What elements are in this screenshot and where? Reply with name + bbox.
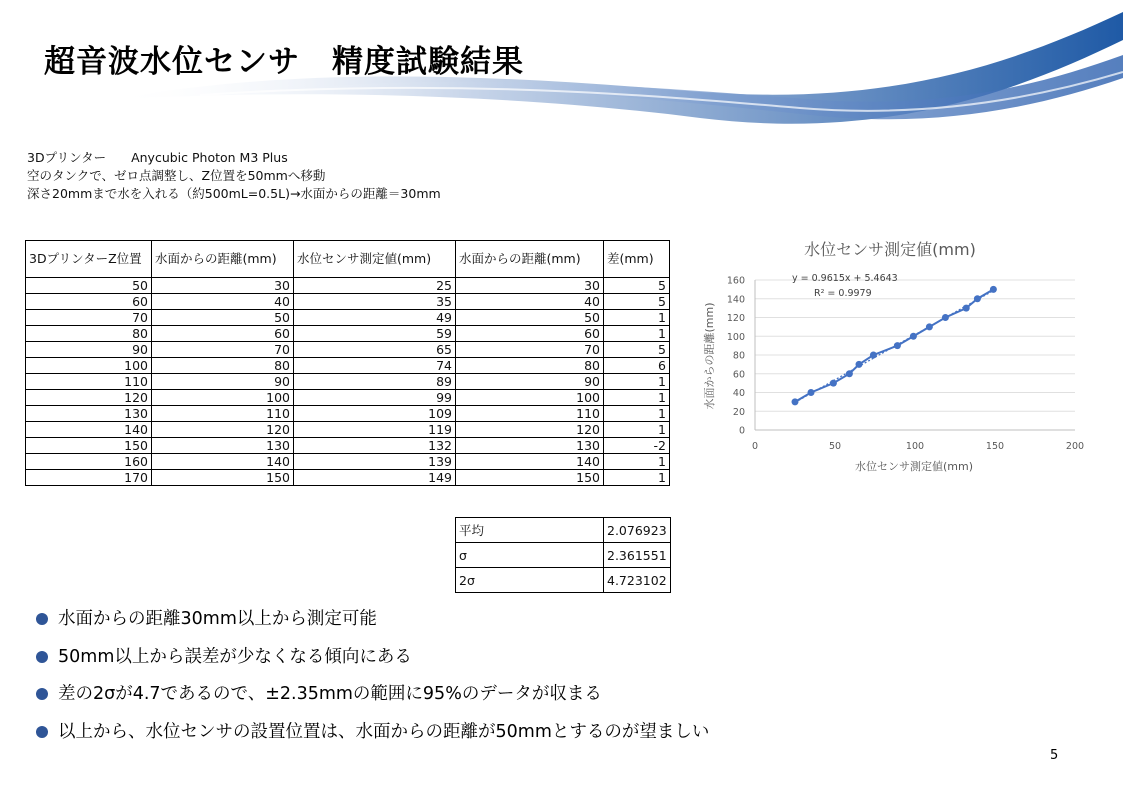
y-tick-label: 120 [726, 313, 745, 324]
table-cell: 60 [456, 326, 604, 342]
table-cell: 120 [26, 390, 152, 406]
table-cell: 90 [152, 374, 294, 390]
table-cell: 1 [604, 390, 670, 406]
table-cell: 74 [294, 358, 456, 374]
y-axis-title: 水面からの距離(mm) [703, 302, 716, 410]
setup-line: 3Dプリンター Anycubic Photon M3 Plus [27, 150, 288, 165]
bullet-dot-icon [36, 688, 48, 700]
data-point [942, 314, 949, 321]
x-tick-label: 100 [905, 441, 925, 452]
y-tick-label: 20 [732, 406, 745, 418]
table-cell: 70 [152, 342, 294, 358]
table-cell: 60 [26, 294, 152, 310]
stat-label: σ [456, 543, 604, 568]
table-cell: 50 [26, 278, 152, 294]
table-cell: 119 [294, 422, 456, 438]
stat-row-sigma [456, 543, 671, 568]
table-cell: 35 [294, 294, 456, 310]
table-header-row [26, 241, 670, 278]
slide-title: 超音波水位センサ 精度試験結果 [44, 44, 524, 80]
x-tick-label: 200 [1065, 441, 1085, 452]
table-cell: 110 [152, 406, 294, 422]
table-row [26, 374, 670, 390]
table-cell: 5 [604, 294, 670, 310]
page-number: 5 [1050, 748, 1059, 763]
bullet-dot-icon [36, 613, 48, 625]
table-cell: 49 [294, 310, 456, 326]
table-cell: 132 [294, 438, 456, 454]
table-row [26, 438, 670, 454]
table-cell: 99 [294, 390, 456, 406]
table-row [26, 422, 670, 438]
table-cell: 1 [604, 310, 670, 326]
table-row [26, 294, 670, 310]
trendline-r2: R² = 0.9979 [814, 288, 872, 299]
measurement-table [25, 240, 670, 486]
data-point [910, 333, 917, 340]
table-cell: 50 [456, 310, 604, 326]
conclusion-text: 50mm以上から誤差が少なくなる傾向にある [58, 646, 412, 667]
data-point [792, 398, 799, 405]
table-cell: 150 [26, 438, 152, 454]
data-point [856, 361, 863, 368]
table-cell: 100 [26, 358, 152, 374]
table-cell: 139 [294, 454, 456, 470]
table-cell: 150 [456, 470, 604, 486]
stat-value: 4.723102 [604, 568, 671, 593]
table-cell: 90 [26, 342, 152, 358]
scatter-chart [690, 230, 1090, 490]
data-point [894, 342, 901, 349]
x-tick-label: 150 [985, 441, 1005, 452]
table-cell: 100 [456, 390, 604, 406]
column-header: 差(mm) [604, 241, 670, 278]
stat-row-2sigma [456, 568, 671, 593]
data-point [963, 305, 970, 312]
column-header: 水面からの距離(mm) [152, 241, 294, 278]
table-cell: 40 [456, 294, 604, 310]
table-cell: 140 [26, 422, 152, 438]
data-point [830, 380, 837, 387]
conclusion-text: 差の2σが4.7であるので、±2.35mmの範囲に95%のデータが収まる [58, 684, 602, 704]
table-cell: 1 [604, 374, 670, 390]
data-point [808, 389, 815, 396]
conclusion-text: 以上から、水位センサの設置位置は、水面からの距離が50mmとするのが望ましい [58, 721, 710, 742]
table-cell: 70 [456, 342, 604, 358]
table-cell: 5 [604, 342, 670, 358]
setup-line: 空のタンクで、ゼロ点調整し、Z位置を50mmへ移動 [27, 168, 326, 183]
table-row [26, 454, 670, 470]
table-cell: 1 [604, 470, 670, 486]
table-row [26, 278, 670, 294]
table-row [26, 342, 670, 358]
stat-value: 2.361551 [604, 543, 671, 568]
stat-row-mean [456, 518, 671, 543]
table-cell: 130 [152, 438, 294, 454]
table-row [26, 358, 670, 374]
table-cell: 140 [152, 454, 294, 470]
data-point [990, 286, 997, 293]
y-tick-label: 160 [726, 275, 745, 287]
setup-line: 深さ20mmまで水を入れる（約500mL=0.5L)→水面からの距離＝30mm [27, 186, 441, 201]
table-cell: 50 [152, 310, 294, 326]
data-point [870, 352, 877, 359]
conclusion-item [36, 644, 709, 682]
table-cell: 160 [26, 454, 152, 470]
table-cell: 60 [152, 326, 294, 342]
y-tick-label: 0 [738, 425, 745, 437]
table-cell: 109 [294, 406, 456, 422]
data-point [846, 370, 853, 377]
stat-value: 2.076923 [604, 518, 671, 543]
conclusion-list [36, 606, 709, 756]
table-cell: 130 [26, 406, 152, 422]
table-cell: 80 [26, 326, 152, 342]
table-cell: 30 [152, 278, 294, 294]
table-cell: 1 [604, 326, 670, 342]
column-header: 水面からの距離(mm) [456, 241, 604, 278]
table-cell: 130 [456, 438, 604, 454]
conclusion-text: 水面からの距離30mm以上から測定可能 [58, 609, 377, 629]
table-cell: 1 [604, 422, 670, 438]
test-setup-description [27, 149, 467, 203]
table-row [26, 470, 670, 486]
trendline-equation: y = 0.9615x + 5.4643 [792, 273, 898, 284]
conclusion-item [36, 606, 709, 644]
table-cell: 110 [456, 406, 604, 422]
table-cell: 25 [294, 278, 456, 294]
table-cell: 1 [604, 406, 670, 422]
y-tick-label: 40 [732, 388, 745, 399]
bullet-dot-icon [36, 651, 48, 663]
table-cell: 120 [456, 422, 604, 438]
table-cell: 170 [26, 470, 152, 486]
bullet-dot-icon [36, 726, 48, 738]
column-header: 水位センサ測定値(mm) [294, 241, 456, 278]
statistics-table [455, 517, 671, 593]
x-tick-label: 50 [828, 441, 842, 452]
table-cell: 59 [294, 326, 456, 342]
y-tick-label: 80 [732, 350, 745, 362]
table-cell: 80 [152, 358, 294, 374]
x-tick-label: 0 [751, 441, 759, 452]
table-row [26, 406, 670, 422]
table-cell: 40 [152, 294, 294, 310]
table-cell: 80 [456, 358, 604, 374]
table-row [26, 390, 670, 406]
table-cell: 110 [26, 374, 152, 390]
table-cell: 120 [152, 422, 294, 438]
conclusion-item [36, 681, 709, 719]
table-cell: 5 [604, 278, 670, 294]
table-cell: 90 [456, 374, 604, 390]
table-cell: 30 [456, 278, 604, 294]
x-axis-title: 水位センサ測定値(mm) [854, 460, 974, 473]
y-tick-label: 60 [732, 369, 745, 381]
table-cell: 65 [294, 342, 456, 358]
y-tick-label: 140 [726, 294, 745, 306]
data-point [974, 295, 981, 302]
table-cell: 150 [152, 470, 294, 486]
stat-label: 2σ [456, 568, 604, 593]
table-row [26, 326, 670, 342]
table-cell: 70 [26, 310, 152, 326]
table-cell: 149 [294, 470, 456, 486]
table-cell: 6 [604, 358, 670, 374]
table-cell: 140 [456, 454, 604, 470]
data-point [926, 323, 933, 330]
table-row [26, 310, 670, 326]
y-tick-label: 100 [726, 331, 745, 343]
conclusion-item [36, 719, 709, 757]
table-cell: -2 [604, 438, 670, 454]
table-cell: 89 [294, 374, 456, 390]
table-cell: 100 [152, 390, 294, 406]
stat-label: 平均 [456, 518, 604, 543]
table-cell: 1 [604, 454, 670, 470]
column-header: 3DプリンターZ位置 [26, 241, 152, 278]
chart-title: 水位センサ測定値(mm) [804, 240, 976, 259]
